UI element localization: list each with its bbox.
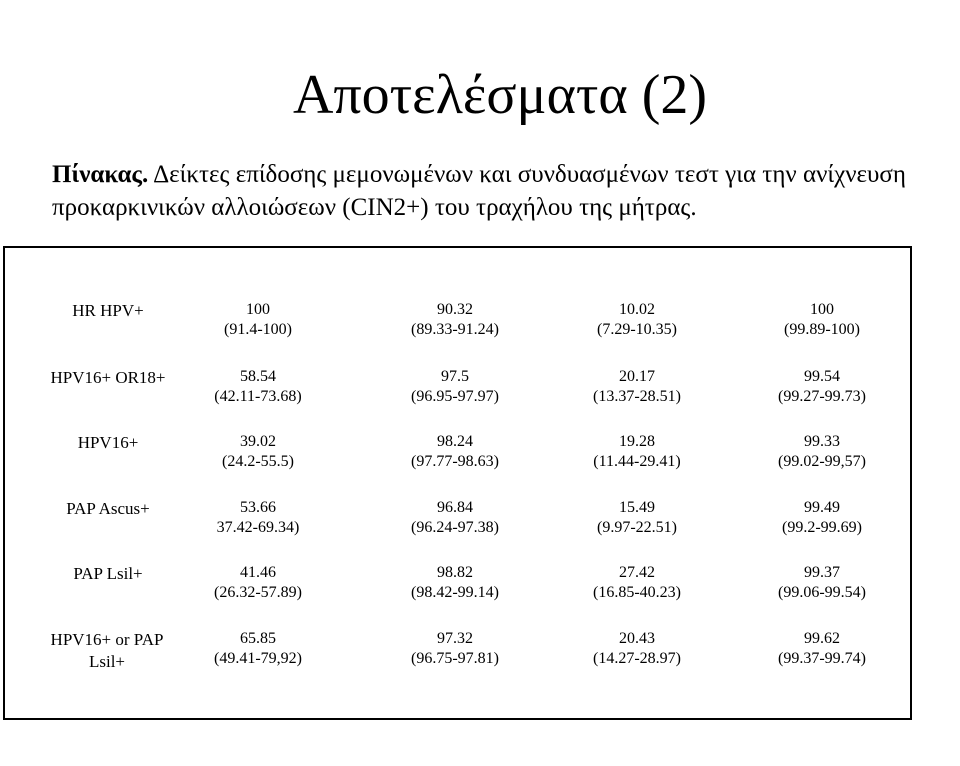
- cell-ci: (24.2-55.5): [222, 453, 294, 470]
- table-cell: [203, 300, 313, 340]
- cell-value: 27.42: [619, 564, 655, 581]
- table-row: [5, 432, 910, 486]
- cell-value: 99.62: [804, 630, 840, 647]
- caption-lead: Πίνακας.: [52, 161, 149, 188]
- cell-value: 58.54: [240, 368, 276, 385]
- row-label: HPV16+ or PAP Lsil+: [50, 630, 164, 671]
- cell-value: 98.24: [437, 433, 473, 450]
- cell-value: 15.49: [619, 499, 655, 516]
- results-table: [3, 246, 912, 720]
- table-cell: [577, 367, 697, 407]
- row-label: HPV16+: [77, 433, 139, 452]
- cell-ci: (91.4-100): [224, 321, 292, 338]
- cell-ci: (13.37-28.51): [593, 388, 681, 405]
- cell-ci: 37.42-69.34): [216, 519, 300, 536]
- table-cell: [577, 498, 697, 538]
- cell-ci: (99.06-99.54): [778, 584, 866, 601]
- cell-value: 20.17: [619, 368, 655, 385]
- table-row: [5, 367, 910, 421]
- cell-ci: (16.85-40.23): [593, 584, 681, 601]
- cell-ci: (99.2-99.69): [782, 519, 862, 536]
- table-row: [5, 300, 910, 354]
- cell-value: 99.37: [804, 564, 840, 581]
- row-label: HPV16+ OR18+: [50, 368, 166, 387]
- cell-ci: (96.24-97.38): [411, 519, 499, 536]
- cell-value: 100: [246, 301, 270, 318]
- row-label: PAP Lsil+: [73, 564, 143, 583]
- table-cell: [577, 563, 697, 603]
- page-title: Αποτελέσματα (2): [292, 64, 708, 126]
- cell-value: 98.82: [437, 564, 473, 581]
- table-caption: [52, 158, 932, 224]
- table-cell: [757, 432, 887, 472]
- table-cell: [577, 629, 697, 669]
- table-cell: [395, 300, 515, 340]
- cell-ci: (99.37-99.74): [778, 650, 866, 667]
- cell-value: 99.33: [804, 433, 840, 450]
- table-row: [5, 629, 910, 683]
- cell-value: 99.49: [804, 499, 840, 516]
- table-cell: [203, 367, 313, 407]
- table-cell: [757, 367, 887, 407]
- cell-value: 65.85: [240, 630, 276, 647]
- cell-ci: (26.32-57.89): [214, 584, 302, 601]
- cell-value: 96.84: [437, 499, 473, 516]
- cell-ci: (49.41-79,92): [214, 650, 302, 667]
- table-cell: [757, 563, 887, 603]
- cell-ci: (11.44-29.41): [593, 453, 681, 470]
- cell-value: 90.32: [437, 301, 473, 318]
- table-row: [5, 498, 910, 552]
- table-cell: [757, 629, 887, 669]
- cell-ci: (42.11-73.68): [214, 388, 302, 405]
- table-row: [5, 563, 910, 617]
- cell-value: 100: [810, 301, 834, 318]
- cell-value: 53.66: [240, 499, 276, 516]
- caption-text: Δείκτες επίδοσης μεμονωμένων και συνδυασμένων τεστ για την ανίχνευση προκαρκινικών αλλοιώσεων (CIN2+) του τραχήλου της μήτρας.: [52, 161, 906, 221]
- cell-ci: (9.97-22.51): [597, 519, 677, 536]
- cell-value: 99.54: [804, 368, 840, 385]
- cell-ci: (99.02-99,57): [778, 453, 866, 470]
- table-cell: [203, 563, 313, 603]
- table-cell: [395, 629, 515, 669]
- cell-value: 19.28: [619, 433, 655, 450]
- cell-ci: (96.75-97.81): [411, 650, 499, 667]
- cell-ci: (99.27-99.73): [778, 388, 866, 405]
- cell-value: 41.46: [240, 564, 276, 581]
- table-cell: [577, 300, 697, 340]
- table-cell: [395, 367, 515, 407]
- table-cell: [395, 432, 515, 472]
- table-cell: [395, 498, 515, 538]
- row-label: PAP Ascus+: [66, 499, 150, 518]
- table-cell: [757, 300, 887, 340]
- table-cell: [203, 432, 313, 472]
- table-cell: [203, 629, 313, 669]
- row-label: HR HPV+: [72, 301, 144, 320]
- cell-ci: (96.95-97.97): [411, 388, 499, 405]
- cell-value: 20.43: [619, 630, 655, 647]
- cell-ci: (98.42-99.14): [411, 584, 499, 601]
- cell-value: 97.32: [437, 630, 473, 647]
- cell-value: 97.5: [441, 368, 469, 385]
- table-cell: [203, 498, 313, 538]
- table-cell: [395, 563, 515, 603]
- cell-value: 10.02: [619, 301, 655, 318]
- table-cell: [757, 498, 887, 538]
- cell-value: 39.02: [240, 433, 276, 450]
- cell-ci: (99.89-100): [784, 321, 860, 338]
- cell-ci: (14.27-28.97): [593, 650, 681, 667]
- cell-ci: (7.29-10.35): [597, 321, 677, 338]
- cell-ci: (89.33-91.24): [411, 321, 499, 338]
- cell-ci: (97.77-98.63): [411, 453, 499, 470]
- table-cell: [577, 432, 697, 472]
